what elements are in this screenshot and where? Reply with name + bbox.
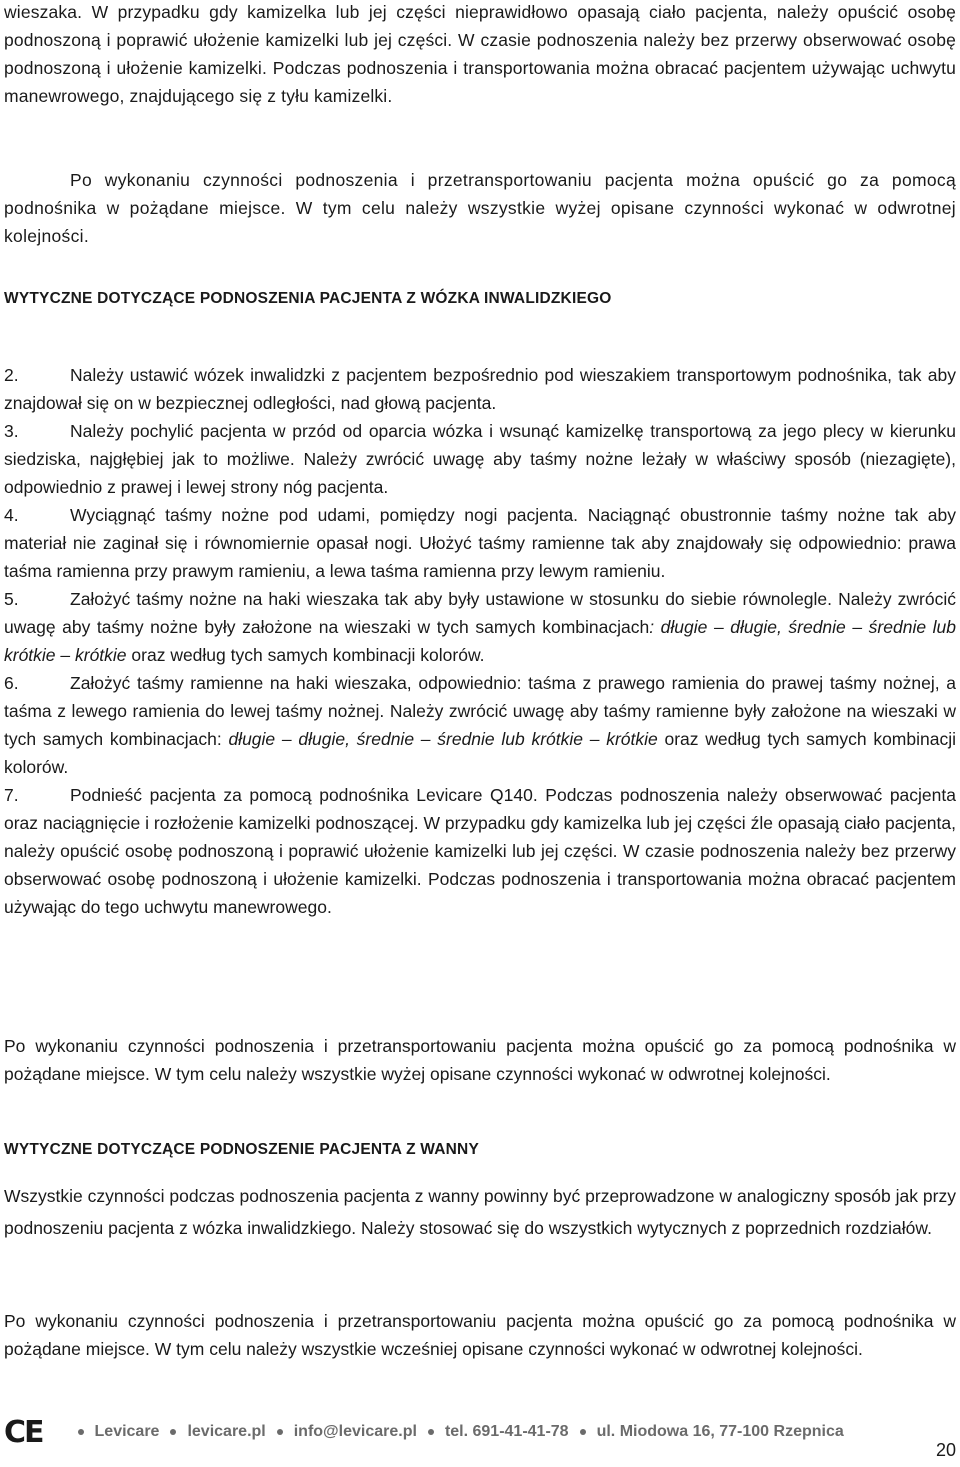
footer-phone: tel. 691-41-41-78 <box>444 1423 569 1440</box>
intro-summary-paragraph: Po wykonaniu czynności podnoszenia i przetransportowaniu pacjenta można opuścić go za pomocą podnośnika w pożądane miejsce. W tym celu należy wszystkie wyżej opisane czynności wykonać w odwrotnej kolejności. <box>4 170 956 246</box>
wheelchair-summary-paragraph: Po wykonaniu czynności podnoszenia i przetransportowaniu pacjenta można opuścić go za pomocą podnośnika w pożądane miejsce. W tym celu należy wszystkie wyżej opisane czynności wykonać w odwrotnej kolejności. <box>4 1036 956 1084</box>
list-item: 5. Założyć taśmy nożne na haki wieszaka tak aby były ustawione w stosunku do siebie równolegle. Należy zwrócić uwagę aby taśmy nożne były założone na wieszaki w tych samych kombinacjach: długie – długie, średnie – średnie lub krótkie – krótkie oraz według tych samych kombinacji kolorów. <box>4 589 956 665</box>
intro-paragraph: wieszaka. W przypadku gdy kamizelka lub jej części nieprawidłowo opasają ciało pacjenta, należy opuścić osobę podnoszoną i poprawić ułożenie kamizelki lub jej części. W czasie podnoszenia należy bez przerwy obserwować osobę podnoszoną i ułożenie kamizelki. Podczas podnoszenia i transportowania można obracać pacjentem używając uchwytu manewrowego, znajdującego się z tyłu kamizelki. <box>4 2 956 106</box>
wheelchair-steps-list <box>4 361 956 921</box>
ce-mark-icon: CE <box>4 1414 43 1450</box>
list-item: 7. Podnieść pacjenta za pomocą podnośnika Levicare Q140. Podczas podnoszenia należy obserwować pacjenta oraz naciągnięcie i rozłożenie kamizelki podnoszącej. W przypadku gdy kamizelka lub jej części źle opasają ciało pacjenta, należy opuścić osobę podnoszoną i poprawić ułożenie kamizelki lub jej części. W czasie podnoszenia należy bez przerwy obserwować osobę podnoszoną i ułożenie kamizelki. Podczas podnoszenia i transportowania można obracać pacjentem używając do tego uchwytu manewrowego. <box>4 785 956 917</box>
bullet-icon <box>428 1429 434 1435</box>
section-heading-wheelchair: WYTYCZNE DOTYCZĄCE PODNOSZENIA PACJENTA Z WÓZKA INWALIDZKIEGO <box>4 290 612 307</box>
footer-brand: Levicare <box>94 1423 160 1440</box>
bullet-icon <box>170 1429 176 1435</box>
bathtub-summary-paragraph: Po wykonaniu czynności podnoszenia i przetransportowaniu pacjenta można opuścić go za pomocą podnośnika w pożądane miejsce. W tym celu należy wszystkie wcześniej opisane czynności wykonać w odwrotnej kolejności. <box>4 1311 956 1359</box>
bullet-icon <box>580 1429 586 1435</box>
page-footer <box>4 1414 844 1450</box>
page-number: 20 <box>935 1440 956 1460</box>
bullet-icon <box>78 1429 84 1435</box>
footer-email-link[interactable]: info@levicare.pl <box>293 1423 417 1440</box>
list-item: 6. Założyć taśmy ramienne na haki wieszaka, odpowiednio: taśma z prawego ramienia do prawej taśmy nożnej, a taśma z lewego ramienia do lewej taśmy nożnej. Należy zwrócić uwagę aby taśmy ramienne były założone na wieszaki w tych samych kombinacjach: długie – długie, średnie – średnie lub krótkie – krótkie oraz według tych samych kombinacji kolorów. <box>4 673 956 777</box>
footer-address: ul. Miodowa 16, 77-100 Rzepnica <box>596 1423 844 1440</box>
list-item: 2. Należy ustawić wózek inwalidzki z pacjentem bezpośrednio pod wieszakiem transportowym podnośnika, tak aby znajdował się on w bezpiecznej odległości, nad głową pacjenta. <box>4 365 956 413</box>
bullet-icon <box>277 1429 283 1435</box>
bathtub-paragraph: Wszystkie czynności podczas podnoszenia pacjenta z wanny powinny być przeprowadzone w analogiczny sposób jak przy podnoszeniu pacjenta z wózka inwalidzkiego. Należy stosować się do wszystkich wytycznych z poprzednich rozdziałów. <box>4 1186 956 1238</box>
list-item: 3. Należy pochylić pacjenta w przód od oparcia wózka i wsunąć kamizelkę transportową za jego plecy w kierunku siedziska, najgłębiej jak to możliwe. Należy zwrócić uwagę aby taśmy nożne leżały w właściwy sposób (niezagięte), odpowiednio z prawej i lewej strony nóg pacjenta. <box>4 421 956 497</box>
section-heading-bathtub: WYTYCZNE DOTYCZĄCE PODNOSZENIE PACJENTA Z WANNY <box>4 1141 479 1158</box>
list-item: 4. Wyciągnąć taśmy nożne pod udami, pomiędzy nogi pacjenta. Naciągnąć obustronnie taśmy nożne tak aby materiał nie zaginał się i równomiernie opasał nogi. Ułożyć taśmy ramienne tak aby znajdowały się odpowiednio: prawa taśma ramienna przy prawym ramieniu, a lewa taśma ramienna przy lewym ramieniu. <box>4 505 956 581</box>
footer-website-link[interactable]: levicare.pl <box>187 1423 266 1440</box>
